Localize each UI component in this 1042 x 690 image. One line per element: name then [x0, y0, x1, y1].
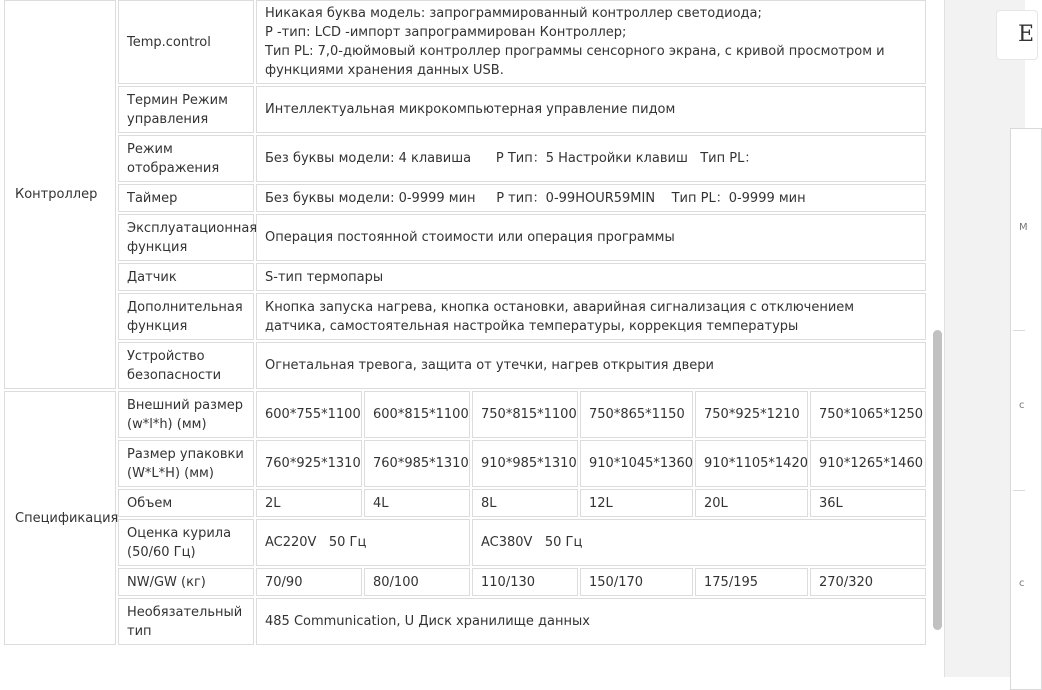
- outer-size-cell: 600*815*1100: [364, 391, 470, 438]
- table-row: [4, 489, 926, 517]
- table-row: [4, 568, 926, 596]
- table-row: [4, 293, 926, 340]
- table-row: [4, 440, 926, 487]
- side-divider: [1013, 330, 1025, 331]
- table-row: [4, 86, 926, 133]
- row-label: NW/GW (кг): [118, 568, 254, 596]
- row-value: Интеллектуальная микрокомпьютерная управление пидом: [256, 86, 926, 133]
- table-row: [4, 598, 926, 645]
- side-frame: [1010, 128, 1042, 690]
- row-label: Объем: [118, 489, 254, 517]
- weight-cell: 150/170: [580, 568, 693, 596]
- row-label: Внешний размер (w*l*h) (мм): [118, 391, 254, 438]
- group-label-specification: Спецификация: [4, 391, 116, 645]
- table-row: [4, 184, 926, 212]
- table-row: [4, 214, 926, 261]
- row-label: Эксплуатационная функция: [118, 214, 254, 261]
- package-size-cell: 910*1105*1420: [695, 440, 808, 487]
- row-value: Огнетальная тревога, защита от утечки, нагрев открытия двери: [256, 342, 926, 389]
- side-card-glyph: E: [1018, 22, 1035, 47]
- side-divider: [1013, 490, 1025, 491]
- power-cell: AC220V 50 Гц: [256, 519, 470, 566]
- row-label: Термин Режим управления: [118, 86, 254, 133]
- row-label: Необязательный тип: [118, 598, 254, 645]
- outer-size-cell: 750*1065*1250: [810, 391, 926, 438]
- volume-cell: 12L: [580, 489, 693, 517]
- outer-size-cell: 750*815*1100: [472, 391, 578, 438]
- row-value: Кнопка запуска нагрева, кнопка остановки, аварийная сигнализация с отключением датчика, самостоятельная настройка температуры, коррекция температуры: [256, 293, 926, 340]
- group-label-controller: Контроллер: [4, 0, 116, 389]
- volume-cell: 8L: [472, 489, 578, 517]
- specification-table: [2, 0, 928, 647]
- package-size-cell: 760*985*1310: [364, 440, 470, 487]
- table-row: [4, 391, 926, 438]
- scrollbar-thumb[interactable]: [933, 330, 942, 630]
- row-label: Размер упаковки (W*L*H) (мм): [118, 440, 254, 487]
- volume-cell: 36L: [810, 489, 926, 517]
- weight-cell: 110/130: [472, 568, 578, 596]
- outer-size-cell: 600*755*1100: [256, 391, 362, 438]
- row-value: Без буквы модели: 4 клавиша Р Тип：5 Настройки клавиш Тип PL：: [256, 135, 926, 182]
- value-line: Тип PL: 7,0-дюймовый контроллер программы сенсорного экрана, с кривой просмотром и функциями хранения данных USB.: [265, 44, 885, 78]
- row-value: Без буквы модели: 0-9999 мин Р тип：0-99HOUR59MIN Тип PL：0-9999 мин: [256, 184, 926, 212]
- weight-cell: 80/100: [364, 568, 470, 596]
- row-value: Операция постоянной стоимости или операция программы: [256, 214, 926, 261]
- table-row: [4, 342, 926, 389]
- table-row: [4, 519, 926, 566]
- package-size-cell: 910*1045*1360: [580, 440, 693, 487]
- table-row: [4, 0, 926, 84]
- row-label: Дополнительная функция: [118, 293, 254, 340]
- package-size-cell: 910*1265*1460: [810, 440, 926, 487]
- row-value: 485 Communication, U Диск хранилище данных: [256, 598, 926, 645]
- table-row: [4, 135, 926, 182]
- power-cell: AC380V 50 Гц: [472, 519, 926, 566]
- value-line: Р -тип: LCD -импорт запрограммирован Контроллер;: [265, 25, 627, 40]
- table-row: [4, 263, 926, 291]
- side-mark: c: [1019, 578, 1025, 589]
- volume-cell: 2L: [256, 489, 362, 517]
- weight-cell: 270/320: [810, 568, 926, 596]
- row-value: [256, 0, 926, 84]
- value-line: Никакая буква модель: запрограммированный контроллер светодиода;: [265, 6, 762, 21]
- row-label: Устройство безопасности: [118, 342, 254, 389]
- outer-size-cell: 750*925*1210: [695, 391, 808, 438]
- row-label: Temp.control: [118, 0, 254, 84]
- side-mark: c: [1019, 400, 1025, 411]
- outer-size-cell: 750*865*1150: [580, 391, 693, 438]
- row-label: Оценка курила (50/60 Гц): [118, 519, 254, 566]
- volume-cell: 20L: [695, 489, 808, 517]
- volume-cell: 4L: [364, 489, 470, 517]
- side-mark: M: [1019, 222, 1028, 233]
- weight-cell: 70/90: [256, 568, 362, 596]
- package-size-cell: 910*985*1310: [472, 440, 578, 487]
- row-label: Таймер: [118, 184, 254, 212]
- weight-cell: 175/195: [695, 568, 808, 596]
- row-label: Режим отображения: [118, 135, 254, 182]
- package-size-cell: 760*925*1310: [256, 440, 362, 487]
- row-label: Датчик: [118, 263, 254, 291]
- row-value: S-тип термопары: [256, 263, 926, 291]
